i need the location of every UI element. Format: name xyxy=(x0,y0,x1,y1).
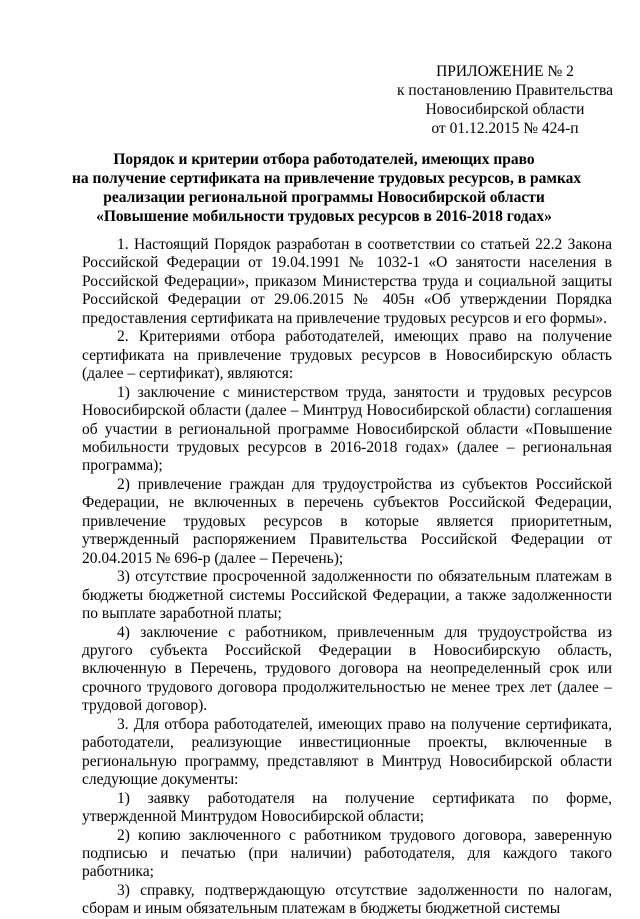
paragraph: 4) заключение с работником, привлеченным для трудоустройства из другого субъекта Российской Федерации в Новосибирскую область, включенную в Перечень, трудового договора на неопределенный срок или срочного трудового договора продолжительностью не менее трех лет (далее – трудовой договор). xyxy=(82,623,612,715)
appendix-number: ПРИЛОЖЕНИЕ № 2 xyxy=(436,63,574,80)
paragraph: 1) заявку работодателя на получение сертификата по форме, утвержденной Минтрудом Новосибирской области; xyxy=(82,789,612,826)
paragraph: 2) копию заключенного с работником трудового договора, заверенную подписью и печатью (при наличии) работодателя, для каждого такого работника; xyxy=(82,826,612,881)
paragraph: 3) отсутствие просроченной задолженности по обязательным платежам в бюджеты бюджетной системы Российской Федерации, а также задолженности по выплате заработной платы; xyxy=(82,568,612,623)
appendix-reference: к постановлению Правительства xyxy=(397,82,613,99)
paragraph: 3) справку, подтверждающую отсутствие задолженности по налогам, сборам и иным обязательным платежам в бюджеты бюджетной системы xyxy=(82,881,612,918)
title-line: «Повышение мобильности трудовых ресурсов в 2016-2018 годах» xyxy=(96,208,552,225)
appendix-header xyxy=(395,62,615,138)
appendix-date: от 01.12.2015 № 424-п xyxy=(431,120,579,137)
title-line: реализации региональной программы Новосибирской области xyxy=(103,189,545,206)
paragraph: 3. Для отбора работодателей, имеющих право на получение сертификата, работодатели, реализующие инвестиционные проекты, включенные в региональную программу, представляют в Минтруд Новосибирской области следующие документы: xyxy=(82,715,612,789)
paragraph: 2. Критериями отбора работодателей, имеющих право на получение сертификата на привлечение трудовых ресурсов в Новосибирскую область (далее – сертификат), являются: xyxy=(82,328,612,383)
title-line: на получение сертификата на привлечение трудовых ресурсов, в рамках xyxy=(72,170,582,187)
paragraph: 1. Настоящий Порядок разработан в соответствии со статьей 22.2 Закона Российской Федерации от 19.04.1991 № 1032-1 «О занятости населения в Российской Федерации», приказом Министерства труда и социальной защиты Российской Федерации от 29.06.2015 № 405н «Об утверждении Порядка предоставления сертификата на привлечение трудовых ресурсов и его формы». xyxy=(82,236,612,327)
document-body xyxy=(82,236,612,919)
title-line: Порядок и критерии отбора работодателей, имеющих право xyxy=(113,151,535,168)
appendix-region: Новосибирской области xyxy=(425,101,585,118)
paragraph: 1) заключение с министерством труда, занятости и трудовых ресурсов Новосибирской области (далее – Минтруд Новосибирской области) соглашения об участии в региональной программе Новосибирской области «Повышение мобильности трудовых ресурсов в 2016-2018 годах» (далее – региональная программа); xyxy=(82,383,612,475)
document-title xyxy=(72,150,582,226)
paragraph: 2) привлечение граждан для трудоустройства из субъектов Российской Федерации, не включенных в перечень субъектов Российской Федерации, привлечение трудовых ресурсов в которые является приоритетным, утвержденный распоряжением Правительства Российской Федерации от 20.04.2015 № 696-р (далее – Перечень); xyxy=(82,475,612,567)
